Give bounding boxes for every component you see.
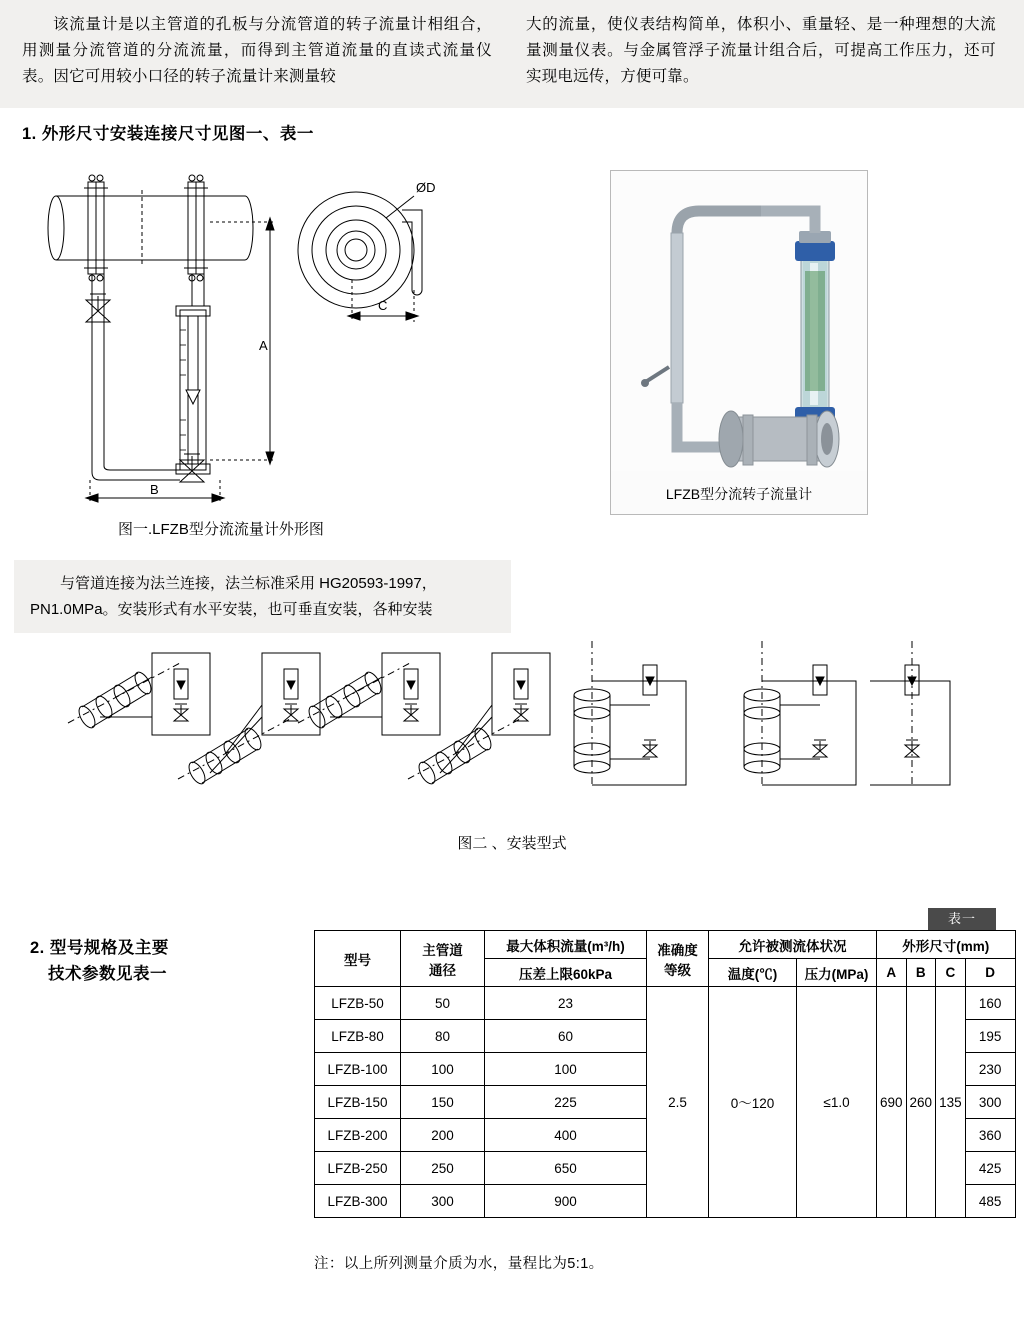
th-accuracy bbox=[647, 931, 709, 987]
cell-dn: 150 bbox=[401, 1086, 485, 1119]
cell-temperature: 0～120 bbox=[709, 987, 797, 1218]
th-dim-c: C bbox=[936, 959, 966, 987]
spec-table bbox=[314, 930, 1016, 1218]
dimension-label-c: C bbox=[378, 298, 388, 313]
cell-model: LFZB-100 bbox=[315, 1053, 401, 1086]
cell-dim-d: 300 bbox=[965, 1086, 1015, 1119]
section-2-heading-line1: 2. 型号规格及主要 bbox=[30, 939, 169, 957]
figure-1-drawing bbox=[30, 160, 590, 550]
cell-flow: 23 bbox=[485, 987, 647, 1020]
cell-model: LFZB-300 bbox=[315, 1185, 401, 1218]
table-header-row-1 bbox=[315, 931, 1016, 959]
intro-text-left: 该流量计是以主管道的孔板与分流管道的转子流量计相组合，用测量分流管道的分流流量，而得到主管道流量的直读式流量仪表。因它可用较小口径的转子流量计来测量较 bbox=[22, 16, 492, 85]
cell-model: LFZB-250 bbox=[315, 1152, 401, 1185]
section-2-heading-line2: 技术参数见表一 bbox=[48, 965, 167, 983]
figure-2-caption: 图二 、安装型式 bbox=[457, 835, 567, 852]
table-note: 注：以上所列测量介质为水，量程比为5:1。 bbox=[314, 1256, 604, 1272]
th-flow bbox=[485, 931, 647, 959]
th-pressure: 压力(MPa) bbox=[797, 959, 877, 987]
installation-note-band bbox=[14, 560, 511, 633]
cell-flow: 900 bbox=[485, 1185, 647, 1218]
cell-flow: 225 bbox=[485, 1086, 647, 1119]
th-main-pipe-line2: 通径 bbox=[429, 962, 456, 978]
cell-dn: 250 bbox=[401, 1152, 485, 1185]
cell-accuracy: 2.5 bbox=[647, 987, 709, 1218]
figure-2-drawing bbox=[60, 635, 970, 830]
th-dim-a: A bbox=[877, 959, 907, 987]
intro-paragraph-left bbox=[22, 12, 492, 108]
th-fluid-condition: 允许被测流体状况 bbox=[709, 931, 877, 959]
cell-model: LFZB-50 bbox=[315, 987, 401, 1020]
th-dimensions-title: 外形尺寸 bbox=[902, 938, 957, 954]
th-accuracy-line1: 准确度 bbox=[657, 942, 698, 958]
th-flow-unit: (m³/h) bbox=[587, 938, 625, 954]
cell-model: LFZB-200 bbox=[315, 1119, 401, 1152]
th-dim-b: B bbox=[906, 959, 936, 987]
cell-model: LFZB-80 bbox=[315, 1020, 401, 1053]
dimension-label-d: ØD bbox=[416, 180, 436, 195]
cell-dim-d: 195 bbox=[965, 1020, 1015, 1053]
dimension-label-a: A bbox=[259, 338, 268, 353]
cell-dn: 100 bbox=[401, 1053, 485, 1086]
cell-dim-d: 360 bbox=[965, 1119, 1015, 1152]
cell-flow: 650 bbox=[485, 1152, 647, 1185]
section-2-heading bbox=[30, 935, 169, 987]
cell-dn: 200 bbox=[401, 1119, 485, 1152]
table-row bbox=[315, 987, 1016, 1020]
figure-1-caption: 图一.LFZB型分流流量计外形图 bbox=[118, 521, 324, 538]
intro-paragraph-right bbox=[526, 12, 996, 108]
th-main-pipe-line1: 主管道 bbox=[422, 942, 463, 958]
th-temperature: 温度(℃) bbox=[709, 959, 797, 987]
photo-caption: LFZB型分流转子流量计 bbox=[665, 486, 813, 502]
th-model: 型号 bbox=[315, 931, 401, 987]
th-main-pipe bbox=[401, 931, 485, 987]
cell-dim-c: 135 bbox=[936, 987, 966, 1218]
section-1-heading: 1. 外形尺寸安装连接尺寸见图一、表一 bbox=[22, 125, 314, 143]
dimension-label-b: B bbox=[150, 482, 159, 497]
intro-text-right: 大的流量，使仪表结构简单，体积小、重量轻、是一种理想的大流量测量仪表。与金属管浮子流量计组合后，可提高工作压力，还可实现电远传，方便可靠。 bbox=[526, 16, 996, 85]
installation-note-text: 与管道连接为法兰连接，法兰标准采用 HG20593-1997，PN1.0MPa。安装形式有水平安装，也可垂直安装，各种安装 bbox=[30, 575, 437, 618]
cell-flow: 60 bbox=[485, 1020, 647, 1053]
th-dim-d: D bbox=[965, 959, 1015, 987]
table-tag-badge: 表一 bbox=[928, 908, 996, 930]
cell-flow: 100 bbox=[485, 1053, 647, 1086]
th-dimensions bbox=[877, 931, 1016, 959]
th-flow-sub: 压差上限60kPa bbox=[485, 959, 647, 987]
product-photo-image bbox=[611, 171, 867, 471]
th-flow-title: 最大体积流量 bbox=[506, 938, 588, 954]
th-accuracy-line2: 等级 bbox=[664, 962, 691, 978]
cell-dn: 80 bbox=[401, 1020, 485, 1053]
cell-dim-a: 690 bbox=[877, 987, 907, 1218]
cell-dim-d: 485 bbox=[965, 1185, 1015, 1218]
cell-model: LFZB-150 bbox=[315, 1086, 401, 1119]
cell-dim-d: 160 bbox=[965, 987, 1015, 1020]
cell-flow: 400 bbox=[485, 1119, 647, 1152]
cell-dim-d: 425 bbox=[965, 1152, 1015, 1185]
th-dimensions-unit: (mm) bbox=[956, 938, 990, 954]
intro-columns bbox=[0, 0, 1024, 108]
cell-dim-d: 230 bbox=[965, 1053, 1015, 1086]
product-photo-box bbox=[610, 170, 868, 515]
cell-dim-b: 260 bbox=[906, 987, 936, 1218]
cell-dn: 50 bbox=[401, 987, 485, 1020]
cell-dn: 300 bbox=[401, 1185, 485, 1218]
cell-pressure: ≤1.0 bbox=[797, 987, 877, 1218]
